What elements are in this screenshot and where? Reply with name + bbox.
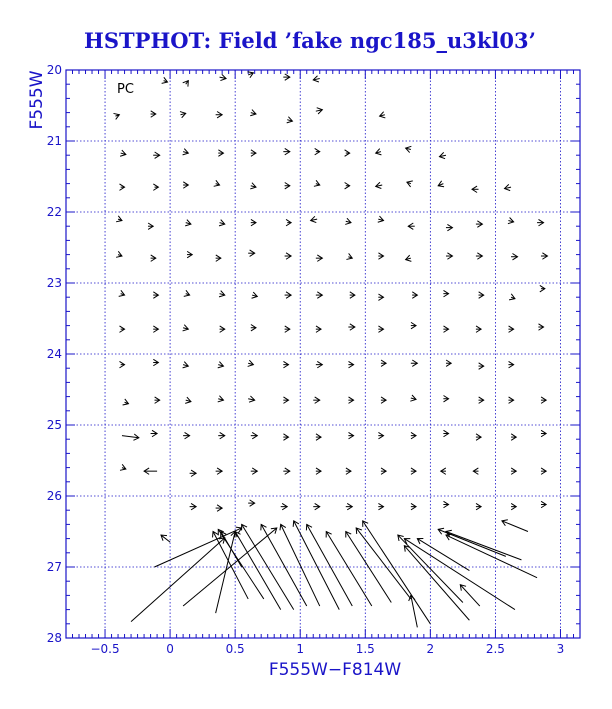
arrow-shaft xyxy=(363,521,431,624)
offset-arrow xyxy=(251,150,256,156)
offset-arrow xyxy=(540,285,545,291)
offset-arrow xyxy=(316,468,321,474)
offset-arrow xyxy=(541,468,546,474)
arrow-shaft xyxy=(346,532,392,603)
offset-arrow xyxy=(285,292,292,298)
offset-arrow xyxy=(378,294,383,300)
offset-arrow xyxy=(161,535,170,542)
arrow-head xyxy=(214,180,220,186)
offset-arrow xyxy=(316,108,323,114)
arrow-head xyxy=(119,290,125,296)
offset-arrow xyxy=(285,253,292,259)
y-tick-label: 28 xyxy=(46,631,62,645)
offset-arrow xyxy=(122,434,139,440)
offset-arrow xyxy=(148,223,153,229)
offset-arrow xyxy=(316,361,323,367)
offset-arrow xyxy=(285,326,290,332)
offset-arrow xyxy=(541,397,546,403)
offset-arrow xyxy=(409,595,418,627)
x-tick-label: 0.5 xyxy=(225,642,245,656)
offset-arrow xyxy=(443,430,448,436)
offset-arrow xyxy=(162,77,168,83)
offset-arrow xyxy=(378,326,383,332)
arrow-shaft xyxy=(446,535,537,578)
arrow-shaft xyxy=(502,521,528,532)
offset-arrow xyxy=(119,361,124,367)
offset-arrow xyxy=(183,325,189,331)
offset-arrow xyxy=(511,503,516,509)
offset-arrow xyxy=(406,255,412,261)
offset-arrow xyxy=(190,503,197,509)
y-tick-label: 26 xyxy=(46,489,62,503)
arrow-head xyxy=(346,253,352,259)
offset-arrow xyxy=(120,150,126,156)
y-tick-label: 23 xyxy=(46,276,62,290)
arrow-head xyxy=(116,216,122,222)
offset-arrow xyxy=(218,432,225,438)
chart-title: HSTPHOT: Field ’fake ngc185_u3kl03’ xyxy=(84,28,536,53)
offset-arrow xyxy=(131,538,225,622)
offset-arrow xyxy=(119,326,124,332)
offset-arrow xyxy=(285,183,290,189)
offset-arrow xyxy=(508,397,513,403)
offset-arrow xyxy=(511,468,516,474)
offset-arrow xyxy=(315,148,320,154)
arrow-head xyxy=(120,464,126,470)
offset-arrow xyxy=(346,503,353,509)
x-axis-label: F555W−F814W xyxy=(268,660,402,680)
offset-arrow xyxy=(153,326,158,332)
offset-arrow xyxy=(252,292,258,298)
offset-arrow xyxy=(183,149,189,155)
offset-arrow xyxy=(460,585,480,606)
offset-arrow xyxy=(311,216,318,222)
offset-arrow xyxy=(443,326,448,332)
offset-arrow xyxy=(446,253,453,259)
offset-arrow xyxy=(113,113,119,119)
arrow-shaft xyxy=(131,538,225,622)
offset-arrow xyxy=(441,468,446,474)
offset-arrow xyxy=(380,112,386,118)
y-tick-label: 27 xyxy=(46,560,62,574)
offset-arrow xyxy=(508,326,513,332)
arrow-head xyxy=(113,113,119,119)
arrow-head xyxy=(123,399,129,405)
offset-arrow xyxy=(479,397,484,403)
offset-arrow xyxy=(508,218,514,224)
offset-arrow xyxy=(190,470,197,476)
arrow-head xyxy=(407,181,413,187)
offset-arrow xyxy=(180,112,186,118)
offset-arrow xyxy=(153,359,158,365)
vector-field xyxy=(113,72,547,628)
offset-arrow xyxy=(378,432,383,438)
offset-arrow xyxy=(251,325,256,331)
offset-arrow xyxy=(183,362,189,368)
x-tick-label: 1.5 xyxy=(355,642,375,656)
x-tick-label: 1 xyxy=(296,642,305,656)
offset-arrow xyxy=(153,152,160,158)
offset-arrow xyxy=(376,182,383,188)
offset-arrow xyxy=(443,396,448,402)
arrow-shaft xyxy=(417,539,469,571)
offset-arrow xyxy=(541,501,546,507)
arrow-head xyxy=(162,77,168,83)
y-tick-label: 20 xyxy=(46,63,62,77)
x-tick-label: 2.5 xyxy=(485,642,505,656)
offset-arrow xyxy=(314,180,320,186)
arrow-head xyxy=(184,290,190,296)
offset-arrow xyxy=(345,183,350,189)
offset-arrow xyxy=(412,292,417,298)
offset-arrow xyxy=(509,294,515,300)
offset-arrow xyxy=(476,253,483,259)
x-axis-ticks xyxy=(66,70,580,656)
arrow-shaft xyxy=(213,532,248,599)
y-axis-label: F555W xyxy=(27,70,47,130)
offset-arrow xyxy=(220,74,227,80)
offset-arrow xyxy=(187,251,192,257)
offset-arrow xyxy=(479,363,484,369)
offset-arrow xyxy=(473,468,478,474)
offset-arrow xyxy=(479,292,484,298)
x-tick-label: −0.5 xyxy=(90,642,120,656)
offset-arrow xyxy=(348,432,353,438)
offset-arrow xyxy=(411,468,416,474)
offset-arrow xyxy=(356,528,411,599)
offset-arrow xyxy=(381,397,386,403)
offset-arrow xyxy=(250,183,256,189)
offset-arrow xyxy=(408,223,415,229)
offset-arrow xyxy=(376,149,382,155)
offset-arrow xyxy=(345,218,351,224)
offset-arrow xyxy=(476,221,483,227)
offset-arrow xyxy=(378,253,383,259)
offset-arrow xyxy=(248,500,255,506)
y-tick-label: 21 xyxy=(46,134,62,148)
offset-arrow xyxy=(216,468,223,474)
offset-arrow xyxy=(218,150,223,156)
offset-arrow xyxy=(250,110,256,116)
offset-arrow xyxy=(345,150,350,156)
x-tick-label: 0 xyxy=(166,642,174,656)
offset-arrow xyxy=(153,184,158,190)
offset-arrow xyxy=(316,292,323,298)
offset-arrow xyxy=(439,152,446,158)
offset-arrow xyxy=(316,434,321,440)
offset-arrow xyxy=(381,360,386,366)
offset-arrow xyxy=(154,397,159,403)
offset-arrow xyxy=(417,539,469,571)
offset-arrow xyxy=(184,290,190,296)
offset-arrow xyxy=(346,468,351,474)
offset-arrow xyxy=(151,255,156,261)
offset-arrow xyxy=(350,292,355,298)
offset-arrow xyxy=(511,434,516,440)
offset-arrow xyxy=(283,434,288,440)
arrow-shaft xyxy=(218,529,264,599)
y-tick-label: 24 xyxy=(46,347,62,361)
offset-arrow xyxy=(446,224,453,230)
offset-arrow xyxy=(119,290,125,296)
offset-arrow xyxy=(508,361,513,367)
arrow-shaft xyxy=(356,528,411,599)
offset-arrow xyxy=(378,216,384,222)
offset-arrow xyxy=(505,184,512,190)
offset-arrow xyxy=(283,397,288,403)
offset-arrow xyxy=(443,290,448,296)
offset-arrow xyxy=(151,430,158,436)
offset-arrow xyxy=(151,111,156,117)
offset-arrow xyxy=(153,292,158,298)
offset-arrow xyxy=(183,182,188,188)
x-tick-label: 3 xyxy=(556,642,565,656)
offset-arrow xyxy=(286,219,291,225)
offset-arrow xyxy=(537,219,544,225)
x-tick-label: 2 xyxy=(426,642,435,656)
offset-arrow xyxy=(541,430,546,436)
offset-arrow xyxy=(116,216,122,222)
offset-arrow xyxy=(220,326,225,332)
offset-arrow xyxy=(213,532,249,599)
offset-arrow xyxy=(251,219,256,225)
offset-arrow xyxy=(313,397,320,403)
offset-arrow xyxy=(378,503,383,509)
offset-arrow xyxy=(476,503,481,509)
arrow-head xyxy=(116,251,122,257)
offset-arrow xyxy=(219,220,225,226)
offset-arrow xyxy=(281,503,288,509)
offset-arrow xyxy=(219,291,225,297)
offset-arrow xyxy=(283,74,290,80)
offset-arrow xyxy=(363,521,431,624)
offset-arrow xyxy=(410,395,416,401)
offset-arrow xyxy=(248,396,255,402)
arrow-shaft xyxy=(411,595,418,627)
arrow-shaft xyxy=(460,585,480,606)
offset-arrow xyxy=(183,432,190,438)
offset-arrow xyxy=(411,432,416,438)
offset-arrow xyxy=(446,530,521,560)
offset-arrow xyxy=(541,253,548,259)
offset-arrow xyxy=(316,326,321,332)
offset-arrow xyxy=(216,112,223,118)
offset-arrow xyxy=(476,326,481,332)
offset-arrow xyxy=(446,360,451,366)
offset-arrow xyxy=(346,532,392,603)
offset-arrow xyxy=(283,148,290,154)
offset-arrow xyxy=(348,324,355,330)
offset-arrow xyxy=(283,361,288,367)
offset-arrow xyxy=(185,220,191,226)
offset-arrow xyxy=(185,397,191,403)
offset-arrow xyxy=(538,324,543,330)
offset-arrow xyxy=(218,362,224,368)
offset-arrow xyxy=(472,186,479,192)
offset-arrow xyxy=(214,180,220,186)
offset-arrow xyxy=(313,76,320,82)
offset-arrow xyxy=(287,117,293,123)
offset-arrow xyxy=(407,181,413,187)
offset-arrow xyxy=(476,434,481,440)
arrow-head xyxy=(509,294,515,300)
offset-arrow xyxy=(443,501,448,507)
y-tick-label: 25 xyxy=(46,418,62,432)
offset-arrow xyxy=(316,255,323,261)
offset-arrow xyxy=(248,360,254,366)
offset-arrow xyxy=(446,534,537,577)
arrow-head xyxy=(314,180,320,186)
offset-arrow xyxy=(502,520,528,532)
offset-arrow xyxy=(348,397,353,403)
offset-arrow xyxy=(119,184,124,190)
offset-arrow xyxy=(120,464,126,470)
offset-arrow xyxy=(218,396,224,402)
offset-arrow xyxy=(248,250,255,256)
offset-arrow xyxy=(283,468,290,474)
offset-arrow xyxy=(251,432,258,438)
offset-arrow xyxy=(381,468,386,474)
y-tick-label: 22 xyxy=(46,205,62,219)
offset-arrow xyxy=(218,529,264,599)
offset-arrow xyxy=(411,503,416,509)
offset-arrow xyxy=(411,360,418,366)
offset-arrow xyxy=(216,255,221,261)
offset-arrow xyxy=(348,361,353,367)
offset-arrow xyxy=(346,253,352,259)
offset-arrow xyxy=(216,505,223,511)
offset-arrow xyxy=(251,468,258,474)
offset-arrow xyxy=(511,254,518,260)
offset-arrow xyxy=(411,322,416,328)
offset-arrow xyxy=(116,251,122,257)
offset-arrow xyxy=(123,399,129,405)
offset-arrow xyxy=(144,468,157,474)
offset-arrow xyxy=(183,81,189,87)
offset-arrow xyxy=(313,503,320,509)
offset-arrow xyxy=(406,146,412,152)
arrow-shaft xyxy=(446,532,521,560)
panel-label: PC xyxy=(117,82,134,97)
offset-arrow xyxy=(438,181,444,187)
